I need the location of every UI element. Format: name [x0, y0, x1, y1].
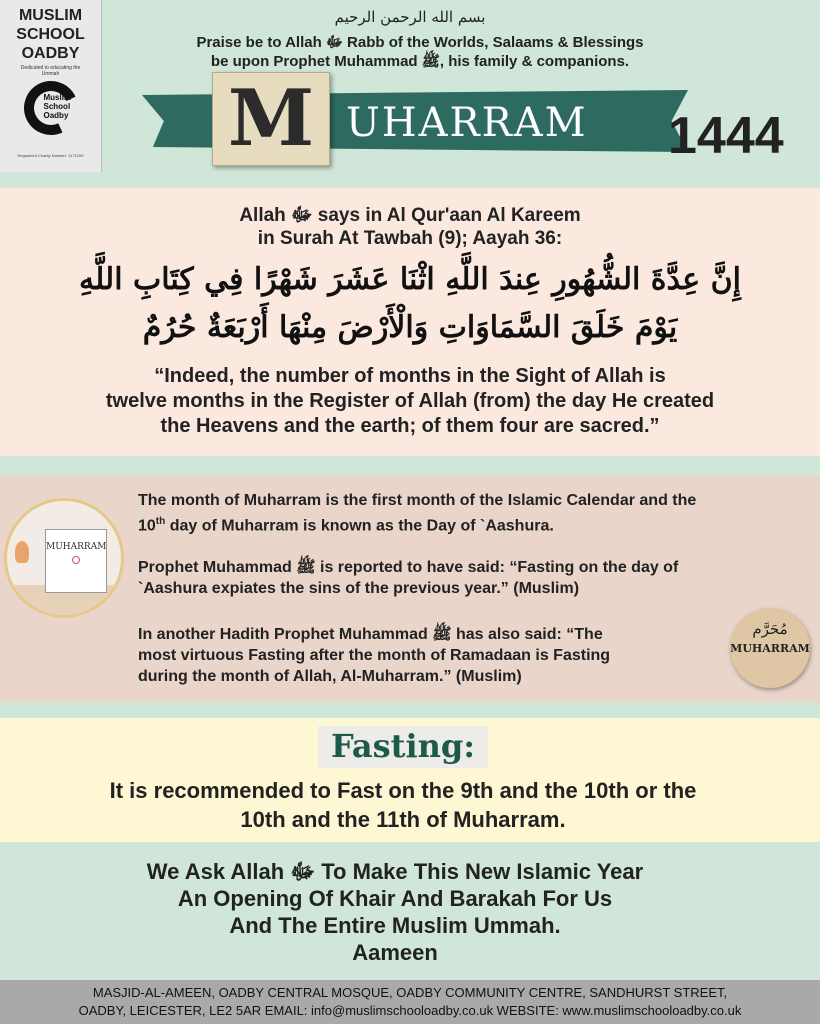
quran-intro: Allah ﷻ says in Al Qur'aan Al Kareem in Surah At Tawbah (9); Aayah 36:: [239, 205, 581, 249]
fasting-section: [0, 718, 820, 842]
info-paragraph-2: Prophet Muhammad ﷺ is reported to have said: “Fasting on the day of `Aashura expiates the sins of the previous year.” (Muslim): [138, 559, 679, 597]
title-text: UHARRAM: [346, 100, 588, 146]
muharram-seal: مُحَرَّم MUHARRAM: [730, 608, 810, 688]
quran-section: [0, 188, 820, 456]
crescent-emblem: [14, 65, 88, 145]
muharram-info-section: [0, 476, 820, 702]
dua-text: We Ask Allah ﷻ To Make This New Islamic Year An Opening Of Khair And Barakah For Us And The Entire Muslim Ummah. Aameen: [146, 859, 644, 965]
logo-line-2: SCHOOL: [16, 26, 85, 43]
logo-registration: Registered Charity Number: 1171299: [17, 153, 84, 158]
verse-translation: “Indeed, the number of months in the Sight of Allah is twelve months in the Register of Allah (from) the day He created the Heavens and the earth; of them four are sacred.”: [105, 365, 715, 437]
logo-tagline: Dedicated to educating the Ummah: [20, 65, 81, 77]
info-paragraph-3: In another Hadith Prophet Muhammad ﷺ has also said: “The most virtuous Fasting after the month of Ramadaan is Fasting during the month of Allah, Al-Muharram.” (Muslim): [138, 626, 611, 685]
fasting-text: It is recommended to Fast on the 9th and the 10th or the 10th and the 11th of Muharram.: [109, 778, 697, 832]
hijri-year: 1444: [668, 107, 784, 165]
calendar-image: [4, 498, 124, 618]
plant-icon: [15, 541, 29, 563]
bismillah: بسم الله الرحمن الرحيم: [334, 8, 486, 26]
logo-line-3: OADBY: [21, 45, 80, 62]
praise-text: Praise be to Allah ﷻ Rabb of the Worlds, Salaams & Blessings be upon Prophet Muhammad ﷺ, his family & companions.: [196, 34, 644, 70]
fasting-title: Fasting:: [318, 726, 488, 768]
footer-contact: MASJID-AL-AMEEN, OADBY CENTRAL MOSQUE, OADBY COMMUNITY CENTRE, SANDHURST STREET, OADBY, LEICESTER, LE2 5AR EMAIL: info@muslimschooloadby.co.uk WEBSITE: www.muslimschooloadby.co.uk: [0, 980, 820, 1024]
logo-line-1: MUSLIM: [18, 7, 83, 24]
info-paragraph-1: The month of Muharram is the first month of the Islamic Calendar and the 10th day of Muharram is known as the Day of `Aashura.: [138, 492, 697, 535]
title-initial: M: [212, 72, 330, 166]
arabic-verse: إِنَّ عِدَّةَ الشُّهُورِ عِندَ اللَّهِ اثْنَا عَشَرَ شَهْرًا فِي كِتَابِ اللَّهِ يَوْمَ خَلَقَ السَّمَاوَاتِ وَالْأَرْضَ مِنْهَا أَرْبَعَةٌ حُرُمٌ: [79, 262, 741, 345]
logo-mini-text: Muslim School Oadby: [43, 93, 72, 120]
calendar-icon: MUHARRAM: [45, 529, 107, 593]
